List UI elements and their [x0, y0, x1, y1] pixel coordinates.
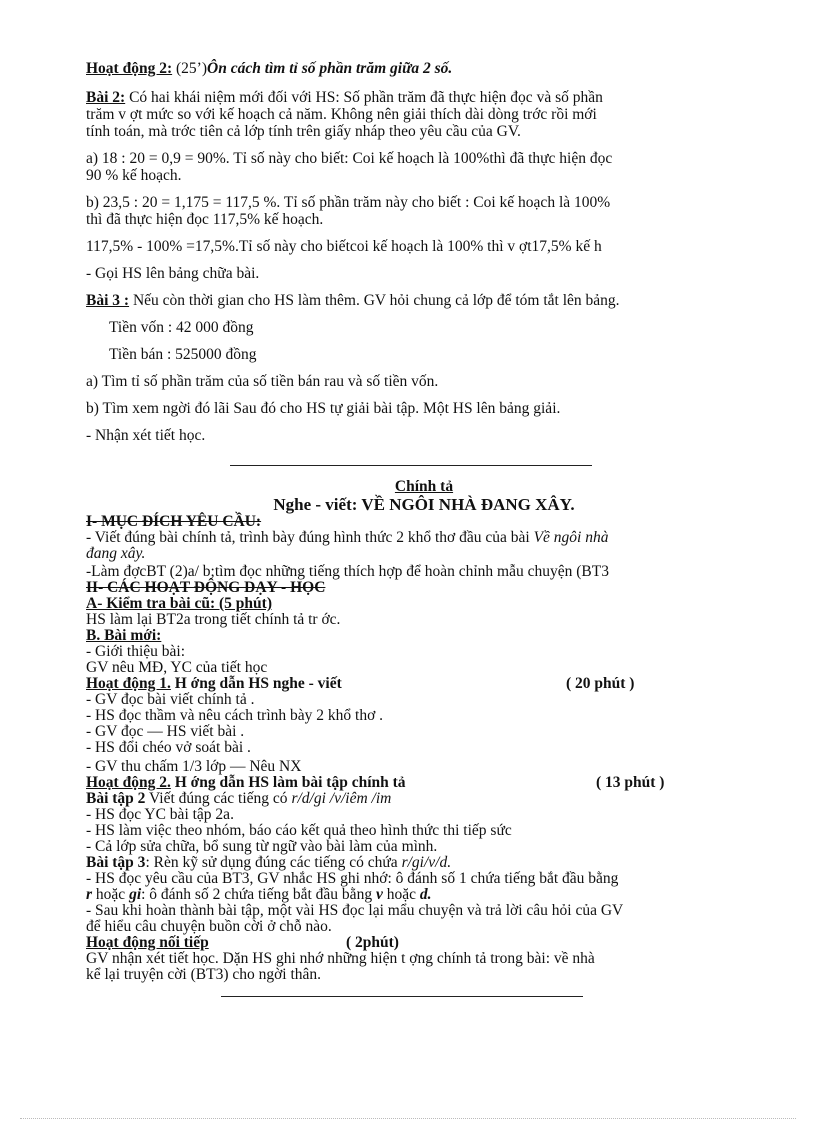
activity-2-title: Ôn cách tìm tỉ số phần trăm giữa 2 số.: [207, 60, 453, 77]
after-exercise-line-1: - Sau khi hoàn thành bài tập, một vài HS đọc lại mẩu chuyện và trả lời câu hỏi của GV: [86, 902, 624, 919]
follow-up-time: ( 2phút): [346, 934, 399, 951]
exercise-2-line-3: tính toán, mà trớc tiên cả lớp tính trên giấy nháp theo yêu cầu của GV.: [86, 123, 521, 140]
subject-heading: Chính tả: [394, 478, 454, 495]
closing-line-1: GV nhận xét tiết học. Dặn HS ghi nhớ những hiện t ợng chính tả trong bài: về nhà: [86, 950, 595, 967]
exercise-2-line-1: Bài 2: Có hai khái niệm mới đối với HS: Số phần trăm đã thực hiện đọc và số phần: [86, 89, 603, 106]
objective-2-line: -Làm đợcBT (2)a/ b;tìm đọc những tiếng thích hợp để hoàn chỉnh mẫu chuyện (BT3: [86, 563, 609, 580]
follow-up-heading: [86, 935, 746, 951]
activity-1-item: - HS đọc thầm và nêu cách trình bày 2 khổ thơ .: [86, 707, 384, 724]
lesson-spelling-section: [86, 479, 746, 983]
activity-2b-time: ( 13 phút ): [596, 774, 665, 791]
objective-1-line-2: đang xây.: [86, 545, 146, 562]
bt2-item: - HS đọc YC bài tập 2a.: [86, 806, 234, 823]
capital-line: Tiền vốn : 42 000 đồng: [109, 319, 254, 336]
page-edge-dots: [20, 1118, 796, 1119]
section-2-heading: II- CÁC HOẠT ĐỘNG DẠY - HỌC: [86, 579, 326, 596]
follow-up-label: Hoạt động nối tiếp: [86, 934, 209, 951]
activity-1-item: - HS đổi chéo vở soát bài .: [86, 739, 251, 756]
exercise-2-label: Bài 2:: [86, 89, 126, 106]
exercise-2-line-2: trăm v ợt mức so với kế hoạch cả năm. Không nên giải thích dài dòng trớc rồi mới: [86, 106, 597, 123]
activity-1-item: - GV đọc bài viết chính tả .: [86, 691, 255, 708]
activity-1-heading: Hoạt động 1. H ớng dẫn HS nghe - viết ( 20 phút ): [86, 675, 635, 692]
divider-bottom: [221, 996, 583, 997]
bt3-heading: Bài tập 3: Rèn kỹ sử dụng đúng các tiếng có chứa r/gi/v/d.: [86, 854, 452, 871]
exercise-3-line: Bài 3 : Nếu còn thời gian cho HS làm thêm. GV hỏi chung cả lớp để tóm tắt lên bảng.: [86, 292, 620, 309]
part-b-heading: B. Bài mới:: [86, 627, 162, 644]
activity-1-label: Hoạt động 1.: [86, 675, 171, 692]
exercise-3-part-a: a) Tìm tỉ số phần trăm của số tiền bán rau và số tiền vốn.: [86, 373, 439, 390]
lesson-title: Nghe - viết: VỀ NGÔI NHÀ ĐANG XÂY.: [273, 495, 575, 514]
divider-top: [230, 465, 592, 466]
part-b-line-1: b) 23,5 : 20 = 1,175 = 117,5 %. Tỉ số phần trăm này cho biết : Coi kế hoạch là 100%: [86, 194, 611, 211]
bt2-item: - Cả lớp sửa chữa, bổ sung từ ngữ vào bài làm của mình.: [86, 838, 438, 855]
revenue-line: Tiền bán : 525000 đồng: [109, 346, 257, 363]
activity-2-heading: [86, 60, 746, 77]
part-a-text: HS làm lại BT2a trong tiết chính tả tr ớc.: [86, 611, 341, 628]
bt2-item: - HS làm việc theo nhóm, báo cáo kết quả theo hình thức thi tiếp sức: [86, 822, 512, 839]
part-a-line-2: 90 % kế hoạch.: [86, 167, 182, 184]
activity-1-item: - GV đọc — HS viết bài .: [86, 723, 245, 740]
intro-line: - Giới thiệu bài:: [86, 643, 186, 660]
part-a-line-1: a) 18 : 20 = 0,9 = 90%. Tỉ số này cho biết: Coi kế hoạch là 100%thì đã thực hiện đọc: [86, 150, 613, 167]
exercise-3-part-b: b) Tìm xem ngời đó lãi Sau đó cho HS tự giải bài tập. Một HS lên bảng giải.: [86, 400, 561, 417]
document-page: [86, 60, 746, 997]
activity-2-time: (25’): [172, 60, 207, 77]
call-student-line: - Gọi HS lên bảng chữa bài.: [86, 265, 260, 282]
closing-remark: - Nhận xét tiết học.: [86, 427, 206, 444]
activity-1-item: - GV thu chấm 1/3 lớp — Nêu NX: [86, 758, 302, 775]
activity-2-label: Hoạt động 2:: [86, 60, 173, 77]
after-exercise-line-2: để hiểu câu chuyện buồn cời ở chỗ nào.: [86, 918, 332, 935]
lesson-math-section: [86, 60, 746, 444]
activity-1-time: ( 20 phút ): [566, 675, 635, 692]
bt2-heading: Bài tập 2 Viết đúng các tiếng có r/d/gi /v/iêm /im: [86, 790, 392, 807]
bt3-line-2: r hoặc gi: ô đánh số 2 chứa tiếng bắt đầu bằng v hoặc d.: [86, 886, 432, 903]
activity-2b-label: Hoạt động 2.: [86, 774, 171, 791]
part-a-heading: A- Kiểm tra bài cũ: (5 phút): [86, 595, 272, 612]
teacher-objective-line: GV nêu MĐ, YC của tiết học: [86, 659, 268, 676]
bt3-line-1: - HS đọc yêu cầu của BT3, GV nhắc HS ghi nhớ: ô đánh số 1 chứa tiếng bắt đầu bằng: [86, 870, 619, 887]
closing-line-2: kể lại truyện cời (BT3) cho ngời thân.: [86, 966, 322, 983]
difference-line: 117,5% - 100% =17,5%.Tỉ số này cho biếtcoi kế hoạch là 100% thì v ợt17,5% kế h: [86, 238, 602, 255]
objective-1-line-1: - Viết đúng bài chính tả, trình bày đúng hình thức 2 khổ thơ đầu của bài Về ngôi nhà: [86, 529, 609, 546]
part-b-line-2: thì đã thực hiện đọc 117,5% kế hoạch.: [86, 211, 324, 228]
section-1-heading: I- MỤC ĐÍCH YÊU CẦU:: [86, 513, 262, 530]
activity-2b-heading: Hoạt động 2. H ớng dẫn HS làm bài tập chính tả ( 13 phút ): [86, 774, 665, 791]
exercise-3-label: Bài 3 :: [86, 292, 130, 309]
